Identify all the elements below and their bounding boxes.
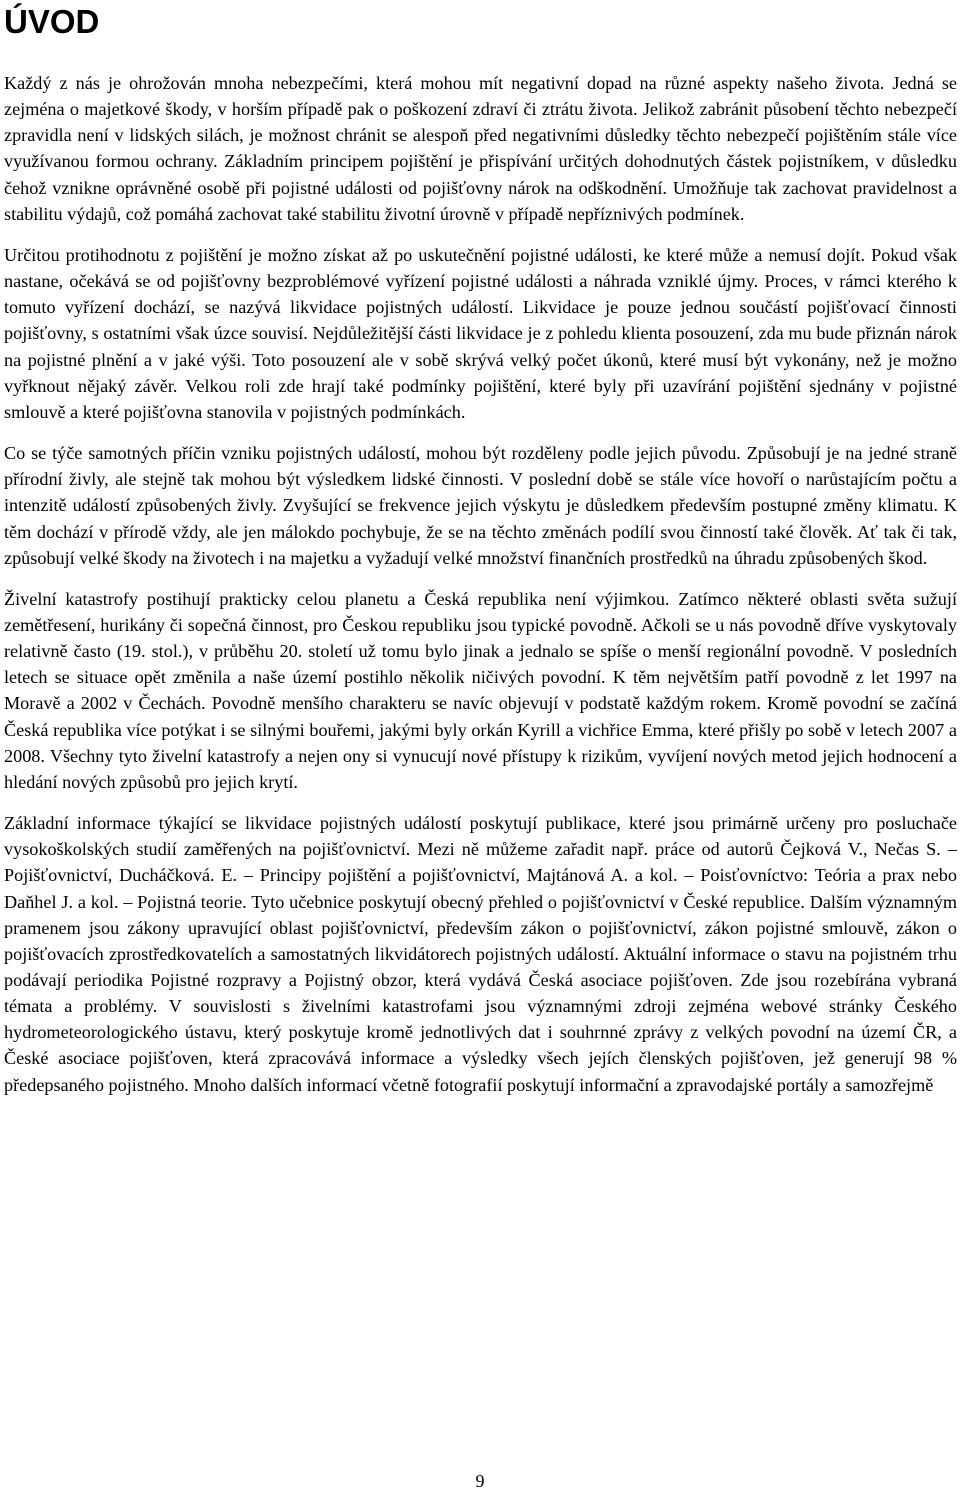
page-title: ÚVOD xyxy=(4,3,100,40)
paragraph: Živelní katastrofy postihují prakticky celou planetu a Česká republika není výjimkou. Zatímco některé oblasti světa sužují zemětřesení, hurikány či sopečná činnost, pro Českou republiku jsou typické povodně. Ačkoli se u nás povodně dříve vyskytovaly relativně často (19. stol.), v průběhu 20. století už tomu bylo jinak a jednalo se spíše o menší regionální povodně. V posledních letech se situace opět změnila a naše území postihlo několik ničivých povodní. K těm největším patří povodně z let 1997 na Moravě a 2002 v Čechách. Povodně menšího charakteru se navíc objevují v podstatě každým rokem. Kromě povodní se začíná Česká republika více potýkat i se silnými bouřemi, jakými byly orkán Kyrill a vichřice Emma, které přišly po sobě v letech 2007 a 2008. Všechny tyto živelní katastrofy a nejen ony si vynucují nové přístupy k rizikům, vyvíjení nových metod jejich hodnocení a hledání nových způsobů pro jejich krytí. xyxy=(4,588,957,792)
paragraph: Co se týče samotných příčin vzniku pojistných událostí, mohou být rozděleny podle jejich původu. Způsobují je na jedné straně přírodní živly, ale stejně tak mohou být výsledkem lidské činnosti. V poslední době se stále více hovoří o narůstajícím počtu a intenzitě událostí způsobených živly. Zvyšující se frekvence jejich výskytu je důsledkem především postupné změny klimatu. K těm dochází v přírodě vždy, ale jen málokdo pochybuje, že se na těchto změnách podílí svou činností také člověk. Ať tak či tak, způsobují velké škody na životech i na majetku a vyžadují velké množství finančních prostředků na úhradu způsobených škod. xyxy=(4,443,957,568)
page-number: 9 xyxy=(475,1471,485,1491)
paragraph: Určitou protihodnotu z pojištění je možno získat až po uskutečnění pojistné události, ke které může a nemusí dojít. Pokud však nastane, očekává se od pojišťovny bezproblémové vyřízení pojistné události a náhrada vzniklé újmy. Proces, v rámci kterého k tomuto vyřízení dochází, se nazývá likvidace pojistných událostí. Likvidace je pouze jednou součástí pojišťovací činnosti pojišťovny, s ostatními však úzce souvisí. Nejdůležitější části likvidace je z pohledu klienta posouzení, zda mu bude přiznán nárok na pojistné plnění a v jaké výši. Toto posouzení ale v sobě skrývá velký počet úkonů, které musí být vykonány, než je možno vyřknout nějaký závěr. Velkou roli zde hrají také podmínky pojištění, které byly při uzavírání pojištění sjednány v pojistné smlouvě a které pojišťovna stanovila v pojistných podmínkách. xyxy=(4,244,957,422)
body-text xyxy=(4,70,957,1098)
paragraph: Každý z nás je ohrožován mnoha nebezpečími, která mohou mít negativní dopad na různé aspekty našeho života. Jedná se zejména o majetkové škody, v horším případě pak o poškození zdraví či ztrátu života. Jelikož zabránit působení těchto nebezpečí zpravidla není v lidských silách, je možnost chránit se alespoň před negativními důsledky těchto nebezpečí pojištěním stále více využívanou formou ochrany. Základním principem pojištění je přispívání určitých dohodnutých částek pojistníkem, v důsledku čehož vznikne oprávněné osobě při pojistné události od pojišťovny nárok na odškodnění. Umožňuje tak zachovat pravidelnost a stabilitu výdajů, což pomáhá zachovat také stabilitu životní úrovně v případě nepříznivých podmínek. xyxy=(4,73,957,224)
paragraph: Základní informace týkající se likvidace pojistných událostí poskytují publikace, které jsou primárně určeny pro posluchače vysokoškolských studií zaměřených na pojišťovnictví. Mezi ně můžeme zařadit např. práce od autorů Čejková V., Nečas S. – Pojišťovnictví, Ducháčková. E. – Principy pojištění a pojišťovnictví, Majtánová A. a kol. – Poisťovníctvo: Teória a prax nebo Daňhel J. a kol. – Pojistná teorie. Tyto učebnice poskytují obecný přehled o pojišťovnictví v České republice. Dalším významným pramenem jsou zákony upravující oblast pojišťovnictví, především zákon o pojišťovnictví, zákon pojistné smlouvě, zákon o pojišťovacích zprostředkovatelích a samostatných likvidátorech pojistných událostí. Aktuální informace o stavu na pojistném trhu podávají periodika Pojistné rozpravy a Pojistný obzor, která vydává Česká asociace pojišťoven. Zde jsou rozebírána vybraná témata a problémy. V souvislosti s živelními katastrofami jsou významnými zdroji zejména webové stránky Českého hydrometeorologického ústavu, který poskytuje kromě jednotlivých dat i souhrnné zprávy z velkých povodní na území ČR, a České asociace pojišťoven, která zpracovává informace a výsledky všech jejích členských pojišťoven, jež generují 98 % předepsaného pojistného. Mnoho dalších informací včetně fotografií poskytují informační a zpravodajské portály a samozřejmě xyxy=(4,813,957,1095)
